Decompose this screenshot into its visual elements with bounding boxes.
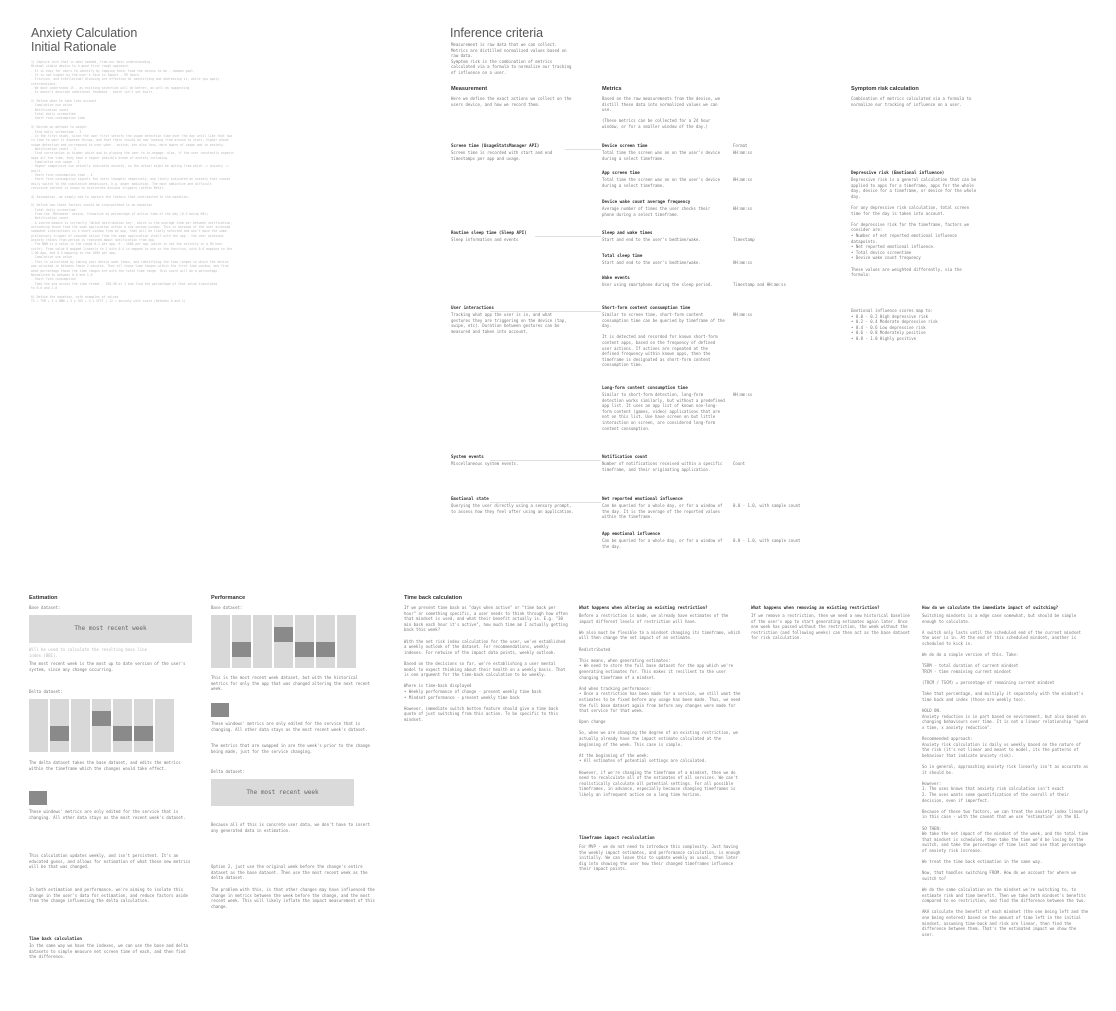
- measurement-item-title: System events: [451, 454, 484, 459]
- inference-intro: Measurement is raw data that we can collect. Metrics are distilled normalized values based on raw data. Symptom risk is the combination of metrics calculated via a formula to normalize our tracking of influence on a user.: [451, 42, 572, 75]
- metric-title: App screen time: [602, 170, 640, 175]
- metric-format: 0.0 - 1.0, with sample count: [733, 538, 801, 543]
- estimation-text: The delta dataset takes the base dataset, and edits the metrics within the timeframe which the changes would take effect.: [29, 760, 181, 771]
- timeback-subtitle: Time back calculation: [29, 936, 82, 941]
- metric-desc: User using smartphone during the sleep period.: [602, 282, 713, 287]
- day-bar: [29, 699, 48, 752]
- timeback-title: Time back calculation: [404, 595, 463, 601]
- measurement-item-title: Screen time (UsageStatsManager API): [451, 143, 540, 148]
- measurement-item-desc: Tracking what app the user is in, and what gestures they are triggering on the device (tap, swipe, etc). Duration between gestures can be measured and taken into account.: [451, 312, 567, 334]
- metric-desc: Total time the screen was on on the user's device during a select timeframe.: [602, 177, 721, 188]
- estimation-text: In both estimation and performance, we're aiming to isolate this change in the user's data for estimation, and reduce factors aside from the change influencing the delta calculation.: [29, 887, 188, 904]
- removing-text: If we remove a restriction, then we need a new historical baseline of the user's app to start generating estimates again later. Once one week has passed without the restriction, the week without the restriction (and following weeks) can then act as the base dataset for risk calculation.: [751, 613, 910, 641]
- performance-text: These windows' metrics are only edited for the service that is changing. All other data stays as the most recent week's dataset.: [211, 721, 368, 732]
- symptom-heading: Symptom risk calculation: [851, 86, 919, 92]
- performance-text: The problem with this, is that other changes may have influenced the change in metrics between the week before the change, and the most recent week. This will likely inflate the impact measurement of this change.: [211, 887, 375, 909]
- metric-format: HH:mm:ss: [733, 150, 753, 155]
- day-bar: [253, 615, 272, 668]
- day-bar: [337, 615, 356, 668]
- metric-desc: Total time the screen was on on the user's device during a select timeframe.: [602, 150, 721, 161]
- symptom-desc: Combination of metrics calculated via a formula to normalize our tracking of influence on a user.: [851, 96, 972, 107]
- metric-format: HH:mm:ss: [733, 260, 753, 265]
- changed-window: [50, 726, 69, 741]
- estimation-text: The most recent week is the most up to date version of the user's system, since any change occurring.: [29, 661, 186, 672]
- metric-title: Wake events: [602, 275, 630, 280]
- altering-title: What happens when altering an existing restriction?: [579, 605, 708, 610]
- measurement-item-title: Routine sleep time (Sleep API): [451, 230, 527, 235]
- measurement-item-desc: Screen time is recorded with start and end timestamps per app and usage.: [451, 150, 553, 161]
- delta-dataset-label: Delta dataset:: [29, 689, 63, 694]
- recent-week-label: The most recent week: [74, 625, 147, 633]
- timeframe-title: Timeframe impact recalculation: [579, 835, 655, 840]
- metric-format: HH:mm:ss: [733, 206, 753, 211]
- rationale-body: 1) Capture core that is most needed, from our best understanding. Minimal viable device to a good first rough approach. - It is easy for users to identify by tapping their time the access to do - common goal. - It is not higher by the user's face in Impact - 99 hours. - Friction, and intellectual blocking are effective at identifying and addressing it, while you apply interventions. - We must understand it - as existing selection will be better, as well as suggesting - It doesn't describe additional feedback - which isn't yet built. 2) Define what to take into account - Cumulative use value - Notification count - Total daily screentime - Short form consumption time 3) Decide on methods to weight - Find daily screentime - 3 - In the first study, since the user first selects the usage detection time over the day until like that two in time to want it expense things, and that there should be new looking from around to start, higher phone usage detection and correspond to user when - active, are also less, more aware of usage and to anxiety. - Notification count - 3 - Find correlation in higher which and in playing the user to in-engage, also, if the user constantly expects apps all the time, they have a higher possible break of anxiety including. - Cumulative use usage - 2 - Higher compulsive use actually indicates anxiety, so the actual might be opting from which -> anxiety -> guilt. - Short form consumption time - 4 - Short form consumption signals the users thoughts negatively, and likely indicated an anxiety that causes daily switch to the cumulative behaviours, e.g. anger addiction. The most addictive and difficult recursive content is known to accelerate anxious triggers (within Meta). 4) Assumption, we simply aim to capture the factors that contributed to the equation. 5) Define how these factors should be incorporated in an equation - Total daily screentime - From the 'Metadata' device, formalize as percentage of active time of the day (0.3 being 60%) - Notification count - A scored domain is currently 'Noted distribution key', which is the average item per between notification, activating those from the some application within a one second window. This is because of the user accessed somewhat interactions in a short window from an app, that will be likely selected and won't move the same preliminary trigger of cascade action from the same application itself with the app - the user accessed. Anxiety thinks from period is received about notification from app. - The NNN is a value in the range 0-1 per app, 0 - 1000 per app (which is not the activity in a 90 hour cycle). From value 0 mapped linearly to 1 with 0.4 in mapped to use in the function, with 0.6 mapping to the 1.00 app, and 0.3 mapping to the 1000 per app. - Cumulative use value - This is calculated by taking your device wake times, and identifying the time ranges in which the device was unlocked in between those 2 minutes. Then all those time ranges within the first time window, and find what percentage those the time ranges are with the total time range. This score will be a percentage. Normalized to between 0.0 and 1.0 - Short form consumption - Take the sum across the time format - 700-90 or 1 and find the percentage of that value translated to 0.0 and 1.0 6) Define the equation, with examples of values TS = TSM + 3 x NNN + 3 x CUV + 4 x SFCT / 12 = anxiety with score (between 0 and 1): [31, 60, 235, 303]
- measurement-item-desc: Miscellaneous system events.: [451, 461, 519, 466]
- connector-line: [535, 236, 601, 237]
- metric-format: HH:mm:ss: [733, 177, 753, 182]
- changed-window: [232, 642, 251, 657]
- performance-text: The metrics that are swapped in are the week's prior to the change being made, just for the service changing.: [211, 743, 370, 754]
- metric-title: Notification count: [602, 454, 648, 459]
- metrics-desc: Based on the raw measurements from the device, we distill these data into normalized values we can use. (These metrics can be collected for a 24 hour window, or for a smaller window of the day.): [602, 96, 721, 129]
- measurement-item-title: Emotional state: [451, 496, 489, 501]
- metric-title: Total sleep time: [602, 253, 643, 258]
- estimation-text: These windows' metrics are only edited for the service that is changing. All other data stays as the most recent week's dataset.: [29, 809, 186, 820]
- removing-title: What happens when removing an existing restriction?: [751, 605, 880, 610]
- metric-desc: Average number of times the user checks their phone during a select timeframe.: [602, 206, 711, 217]
- altering-text: Before a restriction is made, we already have estimates of the impact different levels of restriction will have. We also must be flexible to a mindset changing its timeframe, which will then change the net impact of an estimate. Redistributed This means, when generating estimates: • We need to store the full base dataset for the app which we're generating estimates for. This makes it resilient to the user changing timeframe of a mindset. And when tracking performance: • Once a restriction has been made for a service, we still want the estimates to be fixed before any usage has been made. Thus, we need the full base dataset again from before any changes were made for that service for that week. Upon change So, when we are changing the degree of an existing restriction, we actually already have the impact estimate calculated at the beginning of the week. This case is simple. At the beginning of the week: • All estimates of potential settings are calculated. However, if we're changing the timeframe of a mindset, then we do need to recalculate all of the estimates of all services. We can't realistically calculate all potential settings. For all possible timeframes, in advance, especially because changing timeframes is likely an infrequent action on a long time horizon.: [579, 613, 741, 797]
- metric-title: Device screen time: [602, 143, 648, 148]
- changed-window: [316, 642, 335, 657]
- performance-text: Option 2, just use the original week before the change's entire dataset as the base dataset. Then use the most recent week as the delta dataset.: [211, 864, 368, 881]
- metric-format: HH:mm:ss: [733, 312, 753, 317]
- day-bar: [71, 699, 90, 752]
- measurement-heading: Measurement: [451, 86, 488, 92]
- changed-window: [134, 726, 153, 741]
- day-bar: [211, 615, 230, 668]
- performance-text: This is the most recent week dataset, but with the historical metrics for only the app that was changed altering the next recent week.: [211, 675, 370, 692]
- performance-title: Performance: [211, 595, 246, 601]
- rationale-title: Anxiety Calculation Initial Rationale: [31, 26, 138, 54]
- changed-window: [113, 726, 132, 741]
- metric-format: 0.0 - 1.0, with sample count: [733, 503, 801, 508]
- inference-title: Inference criteria: [450, 26, 544, 40]
- changed-window: [92, 711, 111, 726]
- measurement-item-desc: Sleep information and events: [451, 237, 519, 242]
- base-dataset-label: Base dataset:: [211, 605, 243, 610]
- estimation-text: In the same way we have the indexes, we can use the base and delta datasets to simple measure net screen time of each, and then find the difference.: [29, 943, 188, 960]
- measurement-item-title: User interactions: [451, 305, 494, 310]
- performance-text: Because all of this is concrete user data, we don't have to insert any generated data in estimation.: [211, 822, 370, 833]
- changed-window-legend: [211, 703, 229, 717]
- connector-line: [490, 311, 601, 312]
- estimation-note: Will be used to calculate the resulting base line index (BBI).: [29, 647, 148, 658]
- switching-title: How do we calculate the immediate impact of switching?: [922, 605, 1059, 610]
- delta-dataset-label: Delta dataset:: [211, 769, 245, 774]
- connector-line: [565, 149, 601, 150]
- format-header: Format: [733, 143, 748, 148]
- metric-desc: Similar to screen time, short-form content consumption time can be queried by timeframe of the day. It is detected and recorded for known short-form content apps, based on the frequency of defined user actions. If actions are repeated at the defined frequency within known apps, then the timeframe is designated as short-form content consumption time.: [602, 312, 725, 368]
- metric-desc: Can be queried for a whole day, or for a window of the day. It is the average of the reported values within the timeframe.: [602, 503, 723, 520]
- base-dataset-label: Base dataset:: [29, 605, 61, 610]
- metric-format: Count: [733, 461, 746, 466]
- timeback-text: If we present time back as "days when active" or "time back per hour" or something specific, a user needs to think through how often that mindset is used, and what their benefit actually is. E.g. "30 min back each hour it's active", how much time am I actually getting back this week? With the net risk index calculation for the user, we've established a weekly outlook of the dataset. For recommendations, weekly indexes. For netwise of the impact data points, weekly outlook. Based on the decisions so far, we're establishing a user mental model to expect thinking about their health on a weekly basis. That is one argument for the time-back calculation to be weekly. Where is time-back displayed • Weekly performance of change - present weekly time back • Mindset performance - present weekly time back However, immediate switch button feature should give a time back quote of just switching from this action. To be specific to this mindset.: [404, 605, 568, 722]
- estimation-title: Estimation: [29, 595, 58, 601]
- metric-format: Timestamp and HH:mm:ss: [733, 282, 786, 287]
- depressive-risk-title: Depressive risk (Emotional influence): [851, 170, 945, 175]
- metric-desc: Start and end to the user's bedtime/wake.: [602, 237, 701, 242]
- metric-title: App emotional influence: [602, 531, 660, 536]
- metric-format: Timestamp: [733, 237, 755, 242]
- changed-window-legend: [29, 791, 47, 805]
- recent-week-label: The most recent week: [246, 788, 319, 796]
- metric-title: Net reported emotional influence: [602, 496, 683, 501]
- metric-format: HH:mm:ss: [733, 392, 753, 397]
- metric-title: Short-form content consumption time: [602, 305, 691, 310]
- metric-desc: Number of notifications received within a specific timeframe, and their originating application.: [602, 461, 723, 472]
- emotional-influence-scale: Emotional influence scores map to: • 0.0 - 0.2 High depressive risk • 0.2 - 0.4 Moderate depressive risk • 0.4 - 0.6 Low depressive risk • 0.6 - 0.8 Moderately positive • 0.8 - 1.0 Highly positive: [851, 308, 938, 341]
- timeframe-text: For MVP - we do not need to introduce this complexity. Just having the weekly impact estimates, and performance calculation, is enough initially. We can leave this to update weekly as usual, then later dig into showing the user how their changed timeframes influence their impact points.: [579, 844, 741, 872]
- metric-title: Device wake count average frequency: [602, 199, 691, 204]
- metric-title: Sleep and wake times: [602, 230, 653, 235]
- changed-window: [295, 642, 314, 657]
- metric-desc: Start and end to the user's bedtime/wake.: [602, 260, 701, 265]
- measurement-item-desc: Querying the user directly using a sensory prompt, to assess how they feel after using an application.: [451, 503, 574, 514]
- metrics-heading: Metrics: [602, 86, 622, 92]
- measurement-desc: Here we define the exact actions we collect on the users device, and how we record them.: [451, 96, 572, 107]
- metric-desc: Similar to short-form detection, long-form detection works similarly, but without a predefined app list. It uses an app list of known non-long-form content (games, video) applications that are not on this list. Use have screen on but little interaction on screen, are considered long-form content consumption.: [602, 392, 725, 431]
- recent-week-block: [211, 779, 354, 806]
- depressive-risk-desc: Depressive risk is a general calculation that can be applied to apps for a timeframe, apps for the whole day, device for a timeframe, or device for the whole day. For any depressive risk calculation, total screen time for the day is taken into account. For depressive risk for the timeframe, factors we consider are: • Number of net reported emotional influence datapoints. • Net reported emotional influence. • Total device screentime • Device wake count frequency These values are weighted differently, via the formula:: [851, 177, 977, 278]
- changed-window: [274, 627, 293, 642]
- metric-desc: Can be queried for a whole day, or for a window of the day.: [602, 538, 723, 549]
- metric-title: Long-form content consumption time: [602, 385, 688, 390]
- day-bar: [155, 699, 174, 752]
- connector-line: [490, 502, 601, 503]
- estimation-text: This calculation updates weekly, and isn't persistent. It's an educated guess, and allows for estimation of what these new metrics will be that was changed.: [29, 853, 191, 870]
- switching-text: Switching mindsets is a edge case somewhat, but should be simple enough to calculate. A switch only lasts until the scheduled end of the current mindset the user is in. At the end of this scheduled mindset, another is scheduled to kick in. We do do a simple version of this. Take: TSRM - total duration of current mindset TRCM - time remaining current mindset (TRCM / TSCM) = percentage of remaining current mindset Take that percentage, and multiply it separately with the mindset's time back and index (those are weekly too). HOLD ON. Anxiety reduction is in part based on environment, but also based on changing behaviours over time. It is not a linear relationship "spend x time, x anxiety reduction". Recommended approach: Anxiety risk calculation is daily vs weekly based on the nature of the risk (it's not linear and meant to model, its the patterns of behaviour that indicate anxiety risk). So in general, approaching anxiety risk linearly isn't as accurate as it should be. However: 1. The uses knows that anxiety risk calculation isn't exact 2. The uses wants some quantification of the overall of their decision, even if imperfect. Because of these two factors, we can treat the anxiety index linearly in this case - with the caveat that we use "estimation" in the UI. SO THEN: We take the net impact of the mindset of the week, and the total time that mindset is scheduled, then take the time we'd be losing by the switch, and take the percentage of time lost and use that percentage of anxiety risk increase. We treat the time back estimation in the same way. Now, that handles switching FROM. How do we account for where we switch to? We do the same calculation on the mindset we're switching to, to estimate risk and time benefit. Then we take both mindset's benefits compared to no restriction, and find the difference between the two. AKA calculate the benefit of each mindset (the one being left and the one being entered) based on the amount of time left in the initial mindset, assuming time-back and risk are linear, then find the difference between them. That's the estimated impact we show the user.: [922, 613, 1089, 937]
- connector-line: [490, 460, 601, 461]
- recent-week-block: [29, 615, 192, 643]
